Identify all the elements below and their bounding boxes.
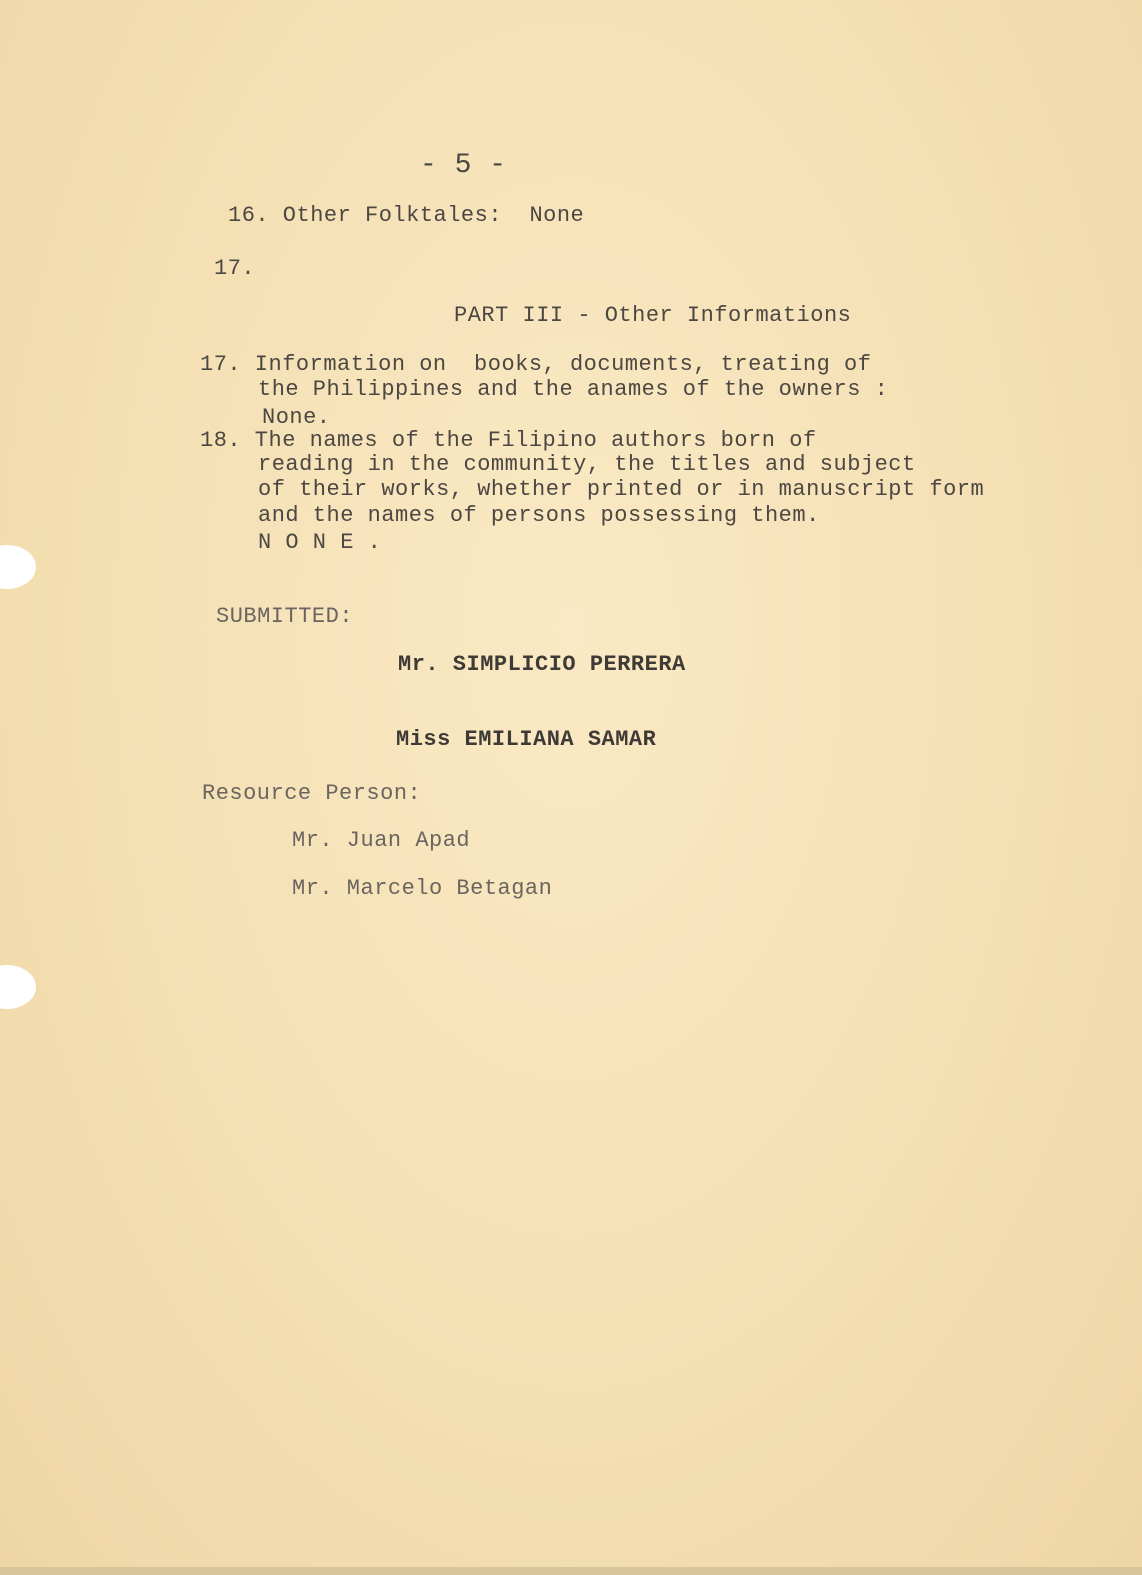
resource-person-2: Mr. Marcelo Betagan xyxy=(292,876,553,901)
page-number: - 5 - xyxy=(420,150,507,181)
item-18-line-4: and the names of persons possessing them. xyxy=(258,503,820,528)
item-17-line-1: 17. Information on books, documents, treating of xyxy=(200,352,872,377)
part-heading: PART III - Other Informations xyxy=(454,303,852,328)
resource-label: Resource Person: xyxy=(202,781,422,806)
item-17-line-3: None. xyxy=(262,405,331,430)
punch-hole xyxy=(0,965,36,1009)
item-17-line-2: the Philippines and the anames of the owners : xyxy=(258,377,889,402)
punch-hole xyxy=(0,545,36,589)
scan-footer-strip xyxy=(0,1567,1142,1575)
item-16: 16. Other Folktales: None xyxy=(228,203,585,228)
submitter-2: Miss EMILIANA SAMAR xyxy=(396,727,657,752)
submitted-label: SUBMITTED: xyxy=(216,604,354,629)
item-18-line-1: 18. The names of the Filipino authors born of xyxy=(200,428,817,453)
item-18-line-3: of their works, whether printed or in manuscript form xyxy=(258,477,985,502)
submitter-1: Mr. SIMPLICIO PERRERA xyxy=(398,652,686,677)
item-18-line-2: reading in the community, the titles and subject xyxy=(258,452,916,477)
item-18-line-5: N O N E . xyxy=(258,530,382,555)
item-17-empty: 17. xyxy=(214,256,256,281)
resource-person-1: Mr. Juan Apad xyxy=(292,828,471,853)
